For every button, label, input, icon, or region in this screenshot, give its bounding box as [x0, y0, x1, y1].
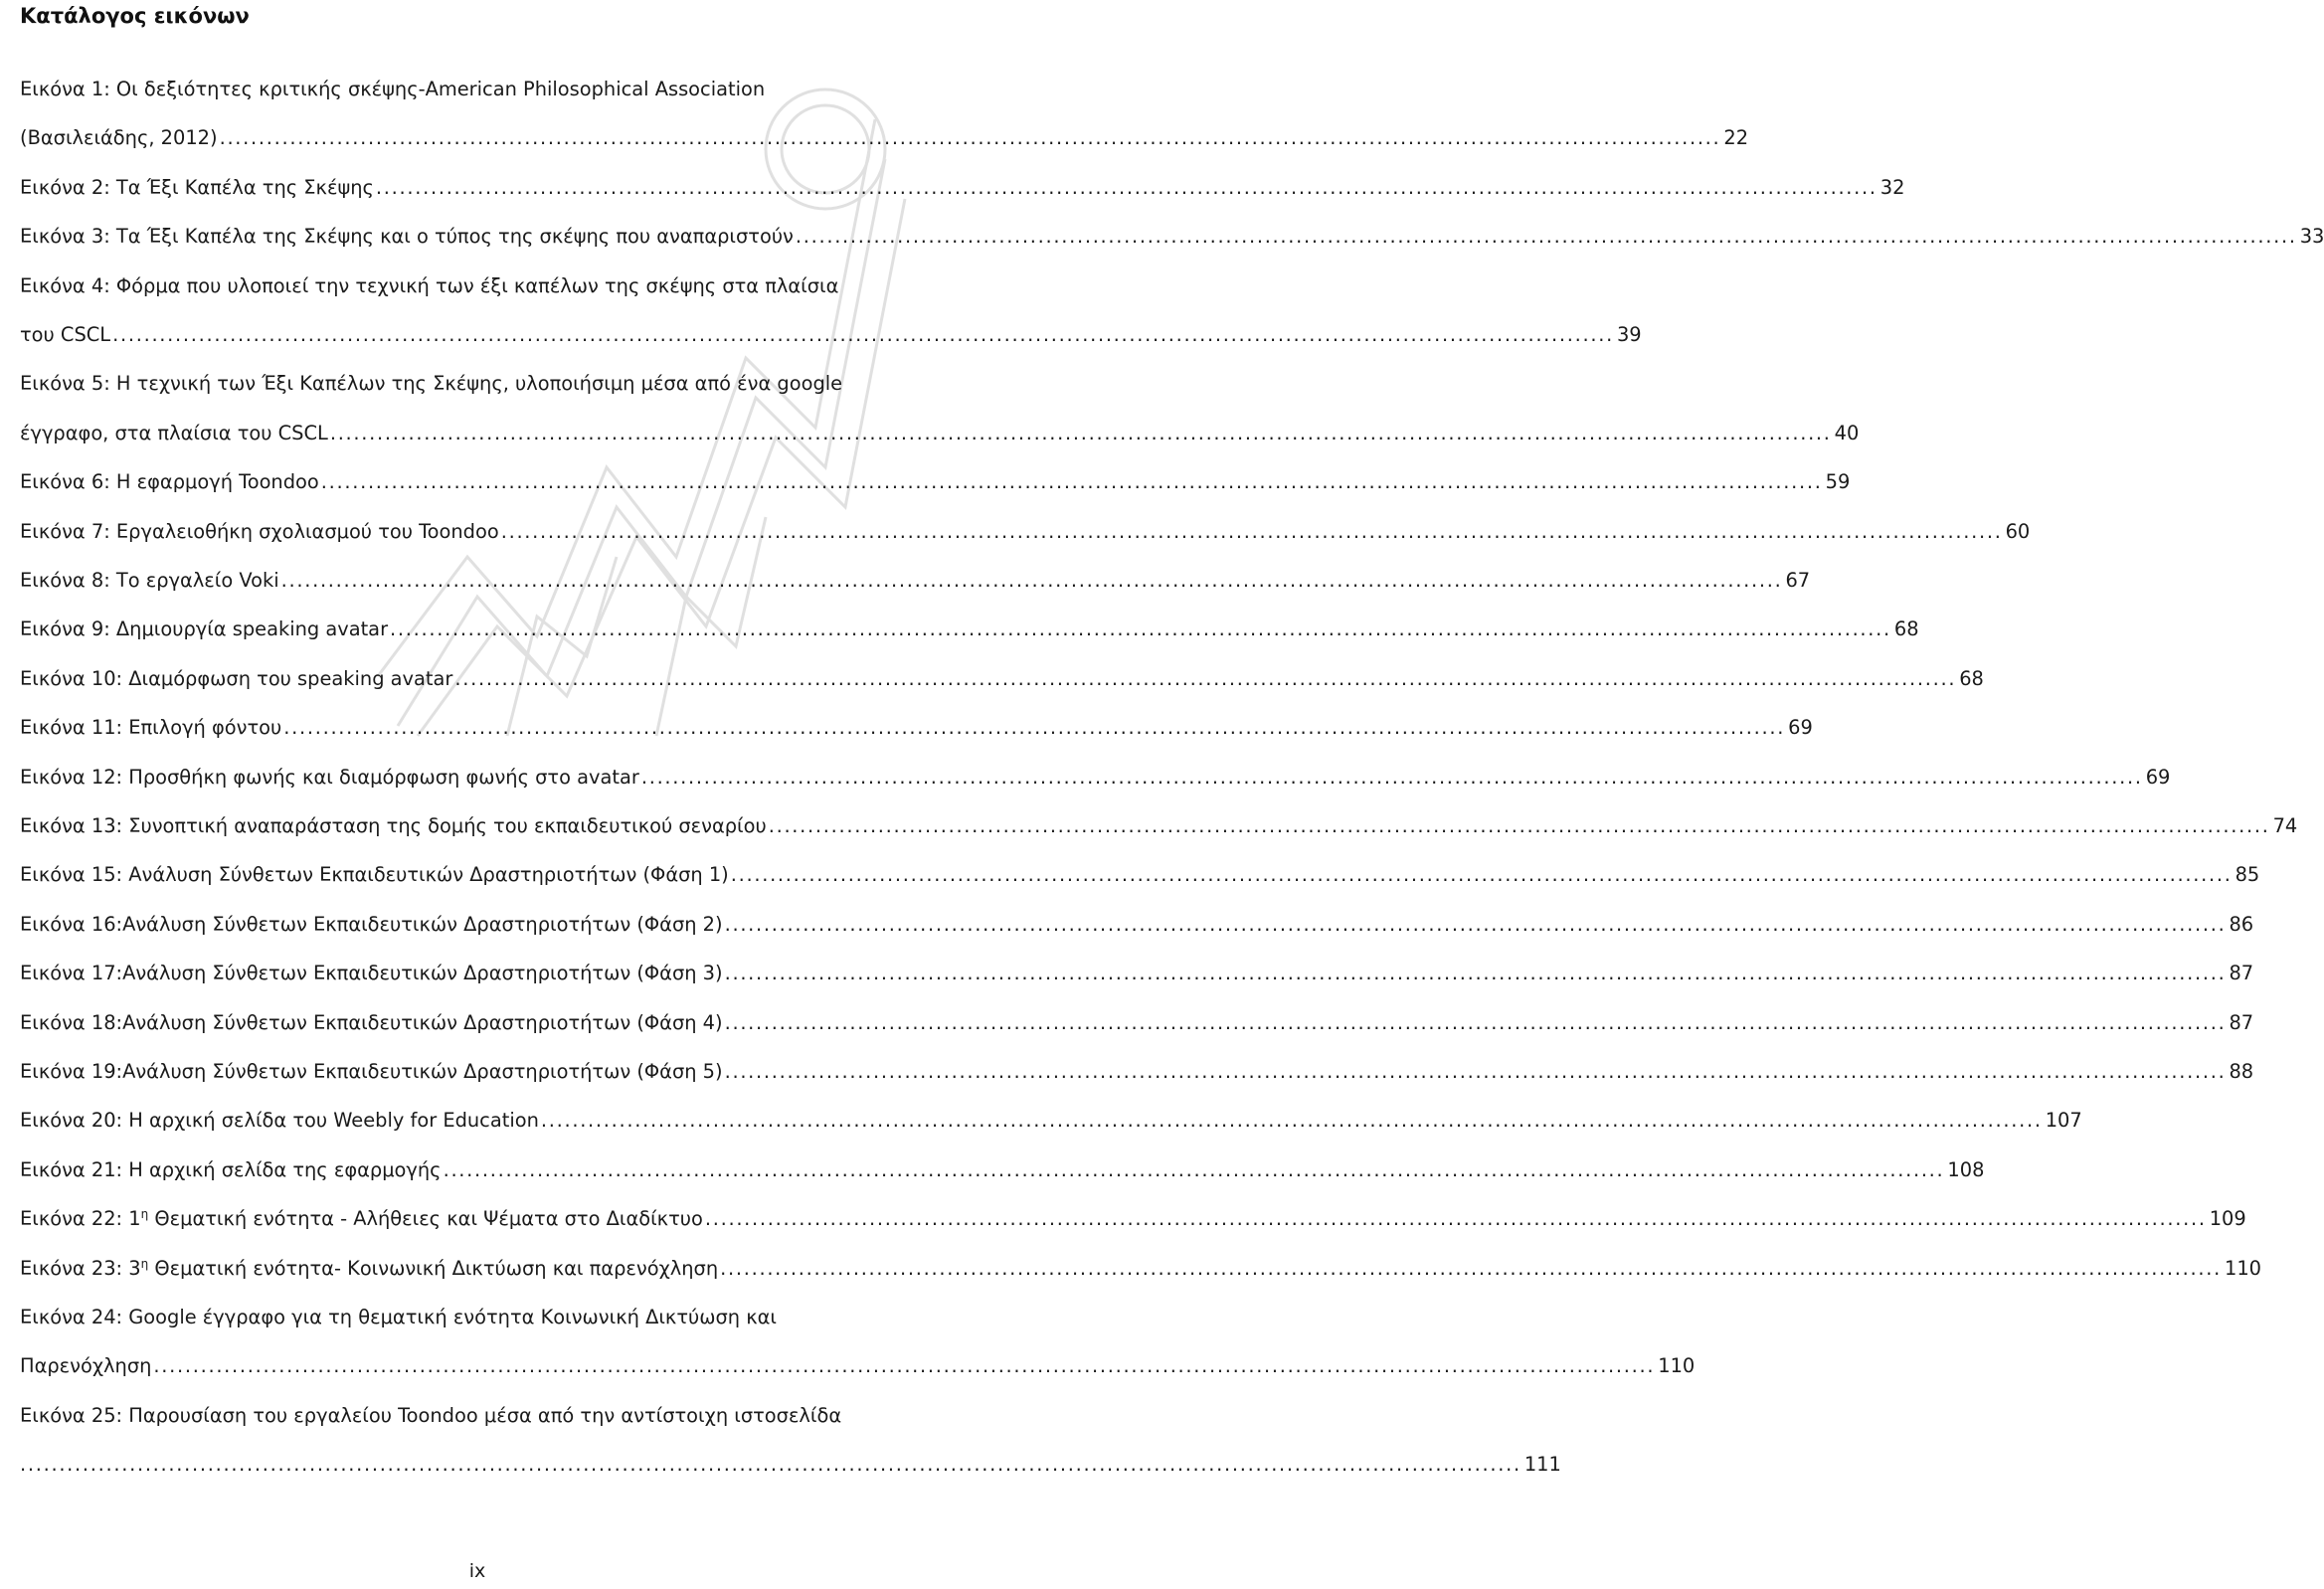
toc-entry-title: Εικόνα 1: Οι δεξιότητες κριτικής σκέψης-American Philosophical Association [20, 78, 766, 100]
toc-entry[interactable] [20, 368, 1860, 466]
toc-entry-page-number: 88 [2229, 1060, 2254, 1083]
toc-entry-title-part: Θεματική ενότητα- Κοινωνική Δικτύωση και παρενόχληση [148, 1256, 719, 1280]
dot-leader: ................................................................................................................................................................................................ [640, 765, 2143, 789]
toc-entry[interactable] [20, 1007, 2254, 1039]
page-title: Κατάλογος εικόνων [20, 4, 250, 28]
toc-entry[interactable] [20, 1302, 1696, 1400]
toc-entry-title: Εικόνα 4: Φόρμα που υλοποιεί την τεχνική των έξι καπέλων της σκέψης στα πλαίσια [20, 273, 839, 297]
toc-entry-page-number: 111 [1523, 1453, 1561, 1477]
toc-entry-page-number: 22 [1723, 126, 1749, 150]
toc-entry-page-number: 33 [2299, 225, 2324, 249]
dot-leader: ................................................................................................................................................................................................ [20, 1453, 1521, 1477]
dot-leader: ................................................................................................................................................................................................ [724, 962, 2227, 985]
dot-leader: ................................................................................................................................................................................................ [320, 470, 1823, 494]
dot-leader: ................................................................................................................................................................................................ [730, 863, 2233, 887]
toc-entry-title: Εικόνα 3: Τα Έξι Καπέλα της Σκέψης και ο τύπος της σκέψης που αναπαριστούν [20, 225, 794, 249]
toc-entry[interactable] [20, 1105, 2082, 1137]
toc-entry-title: Εικόνα 25: Παρουσίαση του εργαλείου Toondoo μέσα από την αντίστοιχη ιστοσελίδα [20, 1403, 842, 1427]
toc-entry[interactable] [20, 909, 2254, 941]
toc-entry[interactable] [20, 74, 1749, 172]
toc-entry[interactable] [20, 221, 2324, 253]
toc-entry-title: Εικόνα 16:Ανάλυση Σύνθετων Εκπαιδευτικών Δραστηριοτήτων (Φάση 2) [20, 912, 723, 936]
toc-entry-title-part: Θεματική ενότητα - Αλήθειες και Ψέματα στο Διαδίκτυο [148, 1207, 703, 1231]
dot-leader: ................................................................................................................................................................................................ [112, 322, 1614, 346]
toc-entry-title: Εικόνα 21: Η αρχική σελίδα της εφαρμογής [20, 1157, 442, 1181]
ordinal-superscript: η [140, 1207, 149, 1222]
toc-entry[interactable] [20, 466, 1851, 498]
toc-entry-title: Εικόνα 9: Δημιουργία speaking avatar [20, 618, 389, 641]
dot-leader: ................................................................................................................................................................................................ [153, 1354, 1656, 1378]
dot-leader: ................................................................................................................................................................................................ [720, 1256, 2222, 1280]
toc-entry-page-number: 87 [2229, 962, 2254, 985]
toc-entry[interactable] [20, 614, 1919, 645]
page-number: ix [468, 1560, 486, 1582]
dot-leader: ................................................................................................................................................................................................ [375, 175, 1877, 199]
toc-entry[interactable] [20, 1253, 2261, 1285]
toc-entry-page-number: 69 [1788, 716, 1813, 740]
toc-entry-title: Εικόνα 24: Google έγγραφο για τη θεματική ενότητα Κοινωνική Δικτύωση και [20, 1306, 777, 1328]
toc-entry[interactable] [20, 712, 1813, 744]
toc-entry-title: του CSCL [20, 322, 111, 346]
toc-entry-title: Εικόνα 10: Διαμόρφωση του speaking avatar [20, 666, 453, 690]
toc-entry[interactable] [20, 859, 2260, 891]
toc-entry[interactable] [20, 565, 1811, 597]
dot-leader: ................................................................................................................................................................................................ [443, 1157, 1945, 1181]
toc-entry[interactable] [20, 172, 1905, 204]
toc-entry[interactable] [20, 1400, 1561, 1499]
toc-entry[interactable] [20, 663, 1984, 695]
toc-entry-title: Εικόνα 7: Εργαλειοθήκη σχολιασμού του Toondoo [20, 519, 499, 543]
toc-entry[interactable] [20, 762, 2171, 794]
dot-leader: ................................................................................................................................................................................................ [724, 1060, 2227, 1083]
toc-entry[interactable] [20, 958, 2254, 989]
toc-entry[interactable] [20, 1154, 1985, 1186]
toc-entry-page-number: 60 [2005, 519, 2031, 543]
toc-entry-title-part: Εικόνα 23: 3 [20, 1256, 141, 1280]
dot-leader: ................................................................................................................................................................................................ [724, 912, 2227, 936]
toc-entry-page-number: 87 [2229, 1010, 2254, 1034]
dot-leader: ................................................................................................................................................................................................ [219, 126, 1721, 150]
dot-leader: ................................................................................................................................................................................................ [454, 666, 1957, 690]
toc-entry-title: Εικόνα 18:Ανάλυση Σύνθετων Εκπαιδευτικών Δραστηριοτήτων (Φάση 4) [20, 1010, 723, 1034]
toc-entry-page-number: 32 [1879, 175, 1905, 199]
dot-leader: ................................................................................................................................................................................................ [768, 814, 2270, 837]
dot-leader: ................................................................................................................................................................................................ [500, 519, 2003, 543]
toc-entry-page-number: 108 [1947, 1157, 1985, 1181]
toc-entry-title: Παρενόχληση [20, 1354, 152, 1378]
toc-entry-title: έγγραφο, στα πλαίσια του CSCL [20, 421, 328, 444]
toc-entry-page-number: 68 [1893, 618, 1919, 641]
toc-entry-page-number: 67 [1785, 569, 1811, 592]
toc-entry-page-number: 107 [2045, 1109, 2082, 1133]
toc-entry[interactable] [20, 1203, 2246, 1235]
toc-entry-title: Εικόνα 17:Ανάλυση Σύνθετων Εκπαιδευτικών Δραστηριοτήτων (Φάση 3) [20, 962, 723, 985]
toc-entry-page-number: 68 [1959, 666, 1984, 690]
toc-entry-title: Εικόνα 6: Η εφαρμογή Toondoo [20, 470, 319, 494]
toc-entry-title: (Βασιλειάδης, 2012) [20, 126, 218, 150]
toc-entry-page-number: 109 [2209, 1207, 2246, 1231]
toc-entry-page-number: 110 [2224, 1256, 2261, 1280]
toc-entry-page-number: 74 [2272, 814, 2298, 837]
dot-leader: ................................................................................................................................................................................................ [540, 1109, 2043, 1133]
toc-entry[interactable] [20, 516, 2031, 548]
toc-entry-title: Εικόνα 20: Η αρχική σελίδα του Weebly for Education [20, 1109, 539, 1133]
toc-entry-title: Εικόνα 12: Προσθήκη φωνής και διαμόρφωση φωνής στο avatar [20, 765, 639, 789]
toc-entry-title [20, 1203, 703, 1237]
toc-entry-page-number: 40 [1834, 421, 1860, 444]
toc-entry-title-part: Εικόνα 22: 1 [20, 1207, 141, 1231]
toc-entry-page-number: 69 [2145, 765, 2171, 789]
dot-leader: ................................................................................................................................................................................................ [724, 1010, 2227, 1034]
dot-leader: ................................................................................................................................................................................................ [704, 1207, 2207, 1231]
toc-entry-page-number: 85 [2235, 863, 2260, 887]
toc-entry-title: Εικόνα 5: Η τεχνική των Έξι Καπέλων της Σκέψης, υλοποιήσιμη μέσα από ένα google [20, 372, 843, 396]
toc-entry-title: Εικόνα 13: Συνοπτική αναπαράσταση της δομής του εκπαιδευτικού σεναρίου [20, 814, 767, 837]
toc-entry-title [20, 1253, 718, 1287]
toc-entry[interactable] [20, 270, 1642, 369]
toc-entry[interactable] [20, 1056, 2254, 1088]
dot-leader: ................................................................................................................................................................................................ [283, 716, 1786, 740]
toc-entry-page-number: 39 [1616, 322, 1642, 346]
toc-entry-title: Εικόνα 8: Το εργαλείο Voki [20, 569, 279, 592]
toc-entry-title: Εικόνα 11: Επιλογή φόντου [20, 716, 282, 740]
toc-entry-title: Εικόνα 2: Τα Έξι Καπέλα της Σκέψης [20, 175, 374, 199]
toc-entry-page-number: 110 [1658, 1354, 1696, 1378]
toc-entry-title: Εικόνα 15: Ανάλυση Σύνθετων Εκπαιδευτικών Δραστηριοτήτων (Φάση 1) [20, 863, 729, 887]
toc-entry-page-number: 86 [2229, 912, 2254, 936]
dot-leader: ................................................................................................................................................................................................ [795, 225, 2297, 249]
dot-leader: ................................................................................................................................................................................................ [390, 618, 1891, 641]
dot-leader: ................................................................................................................................................................................................ [329, 421, 1832, 444]
toc-entry-page-number: 59 [1825, 470, 1851, 494]
toc-entry[interactable] [20, 810, 2298, 842]
dot-leader: ................................................................................................................................................................................................ [280, 569, 1783, 592]
ordinal-superscript: η [140, 1256, 149, 1271]
toc-entry-title: Εικόνα 19:Ανάλυση Σύνθετων Εκπαιδευτικών Δραστηριοτήτων (Φάση 5) [20, 1060, 723, 1083]
